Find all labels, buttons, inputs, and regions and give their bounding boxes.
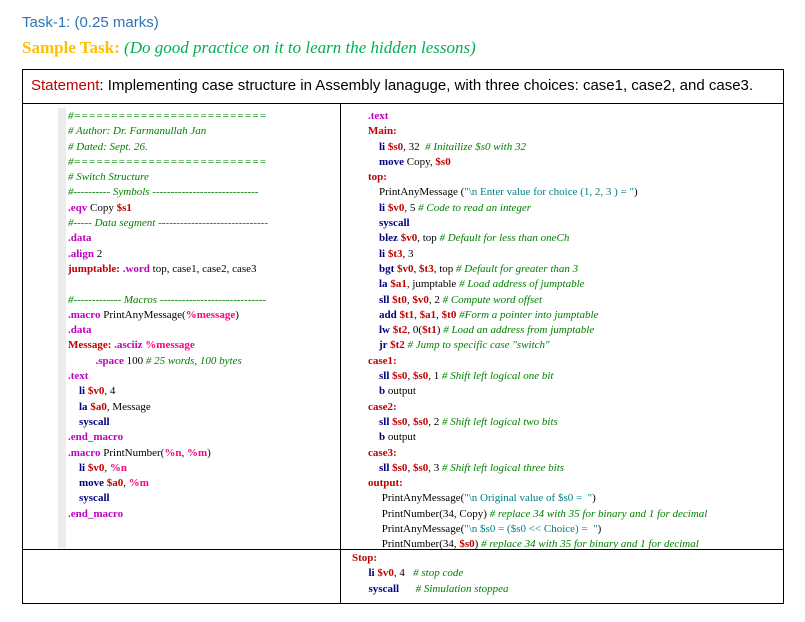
column-divider bbox=[340, 104, 341, 604]
code-token: # Initailize $s0 with 32 bbox=[425, 140, 526, 153]
code-line bbox=[68, 308, 268, 323]
code-line bbox=[368, 491, 707, 506]
code-token bbox=[68, 492, 79, 504]
code-line bbox=[368, 201, 707, 216]
code-token: #---------- Symbols ----------------------------- bbox=[68, 186, 259, 199]
code-token: li bbox=[379, 201, 388, 214]
code-token: "\n $s0 = ($s0 << Choice) = " bbox=[464, 523, 598, 536]
code-token bbox=[68, 477, 79, 489]
code-token: , 1 bbox=[428, 370, 442, 383]
code-token bbox=[68, 385, 79, 397]
code-token: ) bbox=[474, 538, 482, 551]
code-token: syscall bbox=[79, 415, 110, 428]
code-token: , jumptable bbox=[406, 278, 460, 291]
code-token: , bbox=[104, 461, 110, 474]
code-token bbox=[368, 370, 379, 382]
code-line bbox=[68, 461, 268, 476]
code-line bbox=[368, 323, 707, 338]
code-token: ) bbox=[235, 308, 239, 321]
code-token bbox=[368, 462, 379, 474]
code-token: # 25 words, 100 bytes bbox=[145, 354, 242, 367]
code-line bbox=[368, 354, 707, 369]
code-line bbox=[368, 338, 707, 353]
code-line bbox=[368, 155, 707, 170]
code-token: sll bbox=[379, 293, 393, 306]
code-token: # Switch Structure bbox=[68, 171, 149, 184]
code-token: , 2 bbox=[428, 293, 443, 306]
stop-code-listing bbox=[352, 551, 508, 597]
code-line bbox=[352, 551, 508, 566]
code-token: b bbox=[379, 385, 388, 398]
code-token: $t3 bbox=[387, 247, 403, 260]
code-token: %n bbox=[109, 461, 127, 474]
code-token: .macro bbox=[68, 308, 104, 321]
code-line bbox=[68, 155, 268, 170]
code-token: $v0 bbox=[397, 262, 414, 275]
code-line bbox=[368, 384, 707, 399]
code-line bbox=[68, 491, 268, 506]
code-token: $s0 bbox=[387, 140, 404, 153]
code-token: ) bbox=[207, 446, 211, 459]
code-token: , bbox=[413, 262, 420, 275]
code-line bbox=[368, 277, 707, 292]
code-line bbox=[368, 369, 707, 384]
sample-task-note: (Do good practice on it to learn the hidden lessons) bbox=[124, 38, 476, 57]
code-token: #========================== bbox=[68, 155, 267, 168]
code-line bbox=[68, 201, 268, 216]
code-line bbox=[368, 140, 707, 155]
code-token: # Simulation stoppea bbox=[415, 582, 509, 595]
code-line bbox=[68, 430, 268, 445]
code-token: , Message bbox=[106, 400, 151, 413]
left-code-listing bbox=[68, 109, 268, 522]
code-token: , 4 bbox=[393, 567, 414, 580]
code-token: $a0 bbox=[106, 477, 124, 490]
code-line bbox=[68, 369, 268, 384]
code-token: output bbox=[387, 431, 416, 444]
code-token: , 0( bbox=[407, 324, 423, 337]
code-token bbox=[368, 416, 379, 428]
code-token: , top bbox=[433, 262, 457, 275]
code-token: $s1 bbox=[116, 201, 132, 214]
code-line bbox=[368, 415, 707, 430]
code-token: .macro bbox=[68, 446, 104, 459]
code-line bbox=[68, 124, 268, 139]
code-token: li bbox=[379, 140, 388, 153]
code-token: $s0 bbox=[392, 370, 408, 383]
code-line bbox=[368, 400, 707, 415]
code-line bbox=[68, 507, 268, 522]
code-token: # replace 34 with 35 for binary and 1 for decimal bbox=[489, 507, 708, 520]
code-token: $a1 bbox=[390, 278, 407, 291]
code-token: $v0 bbox=[387, 201, 405, 214]
code-line bbox=[368, 308, 707, 323]
code-token: %n bbox=[164, 446, 182, 459]
code-token: %message bbox=[145, 339, 195, 352]
code-token: # Author: Dr. Farmanullah Jan bbox=[68, 125, 207, 138]
code-token: $t2 bbox=[392, 324, 408, 337]
code-token: Main: bbox=[368, 125, 397, 138]
code-token: # Shift left logical two bits bbox=[441, 415, 558, 428]
code-token: #------------- Macros ----------------------------- bbox=[68, 293, 267, 306]
code-token: 100 bbox=[126, 354, 146, 367]
code-token: case3: bbox=[368, 446, 397, 459]
code-token bbox=[352, 567, 369, 579]
code-token: # stop code bbox=[413, 567, 464, 580]
code-token: , bbox=[407, 370, 413, 383]
statement-text: : Implementing case structure in Assembly lanaguge, with three choices: case1, case2, and case3. bbox=[99, 77, 754, 94]
code-token: , bbox=[414, 308, 420, 321]
code-line bbox=[68, 400, 268, 415]
code-token: bgt bbox=[379, 262, 398, 275]
code-token: .asciiz bbox=[114, 339, 146, 352]
code-token bbox=[352, 583, 369, 595]
code-line bbox=[368, 185, 707, 200]
code-token: $v0 bbox=[87, 461, 105, 474]
code-token: output bbox=[387, 385, 416, 398]
code-token: add bbox=[379, 308, 400, 321]
code-token: top, case1, case2, case3 bbox=[152, 262, 257, 275]
code-token bbox=[68, 416, 79, 428]
code-token: , 5 bbox=[404, 201, 419, 214]
code-line bbox=[68, 354, 268, 369]
code-token: $t3 bbox=[419, 262, 434, 275]
code-token: "\n Original value of $s0 = " bbox=[464, 492, 593, 505]
code-token: $v0 bbox=[87, 385, 105, 398]
code-line bbox=[368, 216, 707, 231]
code-token: ) bbox=[436, 324, 444, 337]
code-token bbox=[368, 141, 379, 153]
code-token: .eqv bbox=[68, 201, 90, 214]
code-token bbox=[368, 431, 379, 443]
code-token bbox=[368, 294, 379, 306]
code-token: b bbox=[379, 431, 388, 444]
code-token: , 32 bbox=[403, 140, 426, 153]
code-token: syscall bbox=[79, 492, 110, 505]
code-token: $t1 bbox=[399, 308, 415, 321]
code-token: move bbox=[79, 477, 107, 490]
code-token: .word bbox=[122, 262, 153, 275]
code-token: , 3 bbox=[402, 247, 414, 260]
code-line bbox=[368, 262, 707, 277]
code-token: Copy bbox=[90, 201, 117, 214]
code-line bbox=[68, 262, 268, 277]
code-token: # Default for less than oneCh bbox=[439, 232, 570, 245]
code-token: #----- Data segment ------------------------------ bbox=[68, 217, 269, 230]
code-token: , bbox=[407, 461, 413, 474]
code-token bbox=[402, 583, 416, 595]
code-token bbox=[368, 263, 379, 275]
code-token: ) bbox=[592, 492, 596, 505]
code-token: , bbox=[181, 446, 187, 459]
code-token: $s0 bbox=[435, 155, 451, 168]
code-token: $v0 bbox=[400, 232, 418, 245]
code-token bbox=[368, 248, 379, 260]
code-token: , top bbox=[417, 232, 440, 245]
code-token: # Load an address from jumptable bbox=[443, 324, 595, 337]
code-token: , bbox=[406, 293, 413, 306]
code-line bbox=[368, 231, 707, 246]
code-token: lw bbox=[379, 324, 393, 337]
code-token: sll bbox=[379, 461, 393, 474]
code-token: .space bbox=[95, 354, 127, 367]
code-token: li bbox=[79, 461, 88, 474]
code-line bbox=[368, 446, 707, 461]
code-token: # Code to read an integer bbox=[418, 201, 532, 214]
code-line bbox=[368, 430, 707, 445]
code-token bbox=[368, 217, 379, 229]
code-line bbox=[368, 170, 707, 185]
code-line bbox=[368, 247, 707, 262]
code-token: %m bbox=[186, 446, 208, 459]
code-token: li bbox=[368, 567, 378, 580]
code-token: %m bbox=[128, 477, 149, 490]
code-token: $s0 bbox=[412, 461, 429, 474]
code-line bbox=[68, 216, 268, 231]
right-code-listing bbox=[368, 109, 707, 553]
code-token: $a1 bbox=[419, 308, 437, 321]
code-token: 2 bbox=[96, 247, 103, 260]
code-token: PrintAnyMessage ( bbox=[368, 186, 465, 199]
code-token: # Dated: Sept. 26. bbox=[68, 140, 148, 153]
code-token: $s0 bbox=[392, 461, 408, 474]
code-token: .end_macro bbox=[68, 431, 124, 444]
code-token: # Load address of jumptable bbox=[459, 278, 585, 291]
code-line bbox=[68, 140, 268, 155]
code-line bbox=[68, 415, 268, 430]
code-token: .align bbox=[68, 247, 97, 260]
code-token: $s0 bbox=[412, 415, 429, 428]
code-token: $s0 bbox=[392, 415, 408, 428]
code-token: # Compute word offset bbox=[442, 293, 543, 306]
code-token: top: bbox=[368, 171, 387, 184]
code-line bbox=[368, 293, 707, 308]
code-token: # replace 34 with 35 for binary and 1 for decimal bbox=[481, 538, 699, 551]
code-line bbox=[368, 109, 707, 124]
code-token: Copy, bbox=[406, 155, 436, 168]
code-token: #========================== bbox=[68, 110, 267, 122]
code-token: # Jump to specific case "switch" bbox=[407, 339, 550, 352]
code-token: case1: bbox=[368, 354, 397, 367]
code-token: , bbox=[123, 477, 129, 490]
code-token: $s0 bbox=[459, 538, 475, 551]
sample-task-label: Sample Task: bbox=[22, 38, 120, 57]
code-token bbox=[368, 156, 379, 168]
code-token: .data bbox=[68, 324, 92, 337]
code-token: "\n Enter value for choice (1, 2, 3 ) = " bbox=[464, 186, 634, 199]
code-token: # Default for greater than 3 bbox=[456, 262, 579, 275]
sample-task-heading bbox=[22, 38, 476, 58]
code-gutter bbox=[58, 108, 66, 548]
code-token: output: bbox=[368, 477, 403, 490]
code-line bbox=[68, 277, 268, 292]
code-token: PrintAnyMessage( bbox=[103, 308, 186, 321]
code-token: PrintNumber( bbox=[103, 446, 165, 459]
code-token: PrintAnyMessage( bbox=[368, 492, 465, 505]
code-token bbox=[368, 324, 379, 336]
code-line bbox=[68, 170, 268, 185]
code-line bbox=[352, 582, 508, 597]
code-line bbox=[368, 476, 707, 491]
code-line bbox=[68, 109, 268, 124]
code-token: $t0 bbox=[441, 308, 457, 321]
code-line bbox=[68, 476, 268, 491]
code-token: $t0 bbox=[392, 293, 407, 306]
code-line bbox=[68, 293, 268, 308]
code-line bbox=[368, 461, 707, 476]
code-line bbox=[68, 446, 268, 461]
code-line bbox=[68, 384, 268, 399]
code-token: jumptable: bbox=[68, 262, 123, 275]
code-token: sll bbox=[379, 370, 393, 383]
code-token: la bbox=[379, 278, 391, 291]
code-token: #Form a pointer into jumptable bbox=[459, 308, 599, 321]
code-token: PrintNumber(34, bbox=[368, 538, 460, 551]
statement-label: Statement bbox=[31, 77, 100, 94]
code-line bbox=[68, 247, 268, 262]
code-line bbox=[68, 231, 268, 246]
code-token: .text bbox=[68, 370, 89, 383]
code-token bbox=[68, 462, 79, 474]
code-token: .text bbox=[368, 110, 389, 122]
code-token: syscall bbox=[379, 217, 410, 230]
task-heading: Task-1: (0.25 marks) bbox=[22, 14, 159, 31]
code-line bbox=[368, 124, 707, 139]
code-token bbox=[368, 232, 379, 244]
code-token: # Shift left logical three bits bbox=[441, 461, 565, 474]
code-token: Stop: bbox=[352, 552, 378, 564]
code-token: PrintAnyMessage( bbox=[368, 523, 465, 536]
code-token: syscall bbox=[368, 582, 402, 595]
code-token bbox=[368, 385, 379, 397]
code-token: sll bbox=[379, 415, 393, 428]
code-line bbox=[68, 185, 268, 200]
code-token bbox=[68, 355, 96, 367]
code-line bbox=[368, 507, 707, 522]
code-token bbox=[368, 278, 379, 290]
code-token: $v0 bbox=[377, 567, 394, 580]
code-token: .data bbox=[68, 232, 92, 245]
code-token: # Shift left logical one bit bbox=[441, 370, 554, 383]
code-token bbox=[68, 401, 79, 413]
code-token: , 3 bbox=[428, 461, 442, 474]
code-line bbox=[368, 522, 707, 537]
code-token: case2: bbox=[368, 400, 397, 413]
code-token bbox=[368, 309, 379, 321]
code-token: , 2 bbox=[428, 415, 442, 428]
code-token: ) bbox=[634, 186, 638, 199]
code-token: li bbox=[79, 385, 88, 398]
code-token: PrintNumber(34, Copy) bbox=[368, 507, 490, 520]
code-token: $a0 bbox=[90, 400, 107, 413]
code-token bbox=[368, 202, 379, 214]
code-token: , bbox=[436, 308, 442, 321]
code-token: , 4 bbox=[104, 385, 116, 398]
code-token: $v0 bbox=[412, 293, 429, 306]
code-token: Message: bbox=[68, 339, 115, 352]
code-token: $s0 bbox=[412, 370, 429, 383]
code-token bbox=[368, 339, 379, 351]
code-token: li bbox=[379, 247, 388, 260]
code-token: , bbox=[407, 415, 413, 428]
code-token: move bbox=[379, 155, 407, 168]
code-token: blez bbox=[379, 232, 401, 245]
statement-row bbox=[22, 69, 784, 104]
code-line bbox=[352, 566, 508, 581]
code-token: ) bbox=[597, 523, 602, 536]
code-line bbox=[68, 338, 268, 353]
code-token: %message bbox=[185, 308, 236, 321]
code-token: $t2 bbox=[390, 339, 405, 352]
code-token: jr bbox=[379, 339, 391, 352]
code-line bbox=[68, 323, 268, 338]
code-token: $t1 bbox=[422, 324, 437, 337]
code-token: .end_macro bbox=[68, 507, 124, 520]
code-token: la bbox=[79, 400, 91, 413]
